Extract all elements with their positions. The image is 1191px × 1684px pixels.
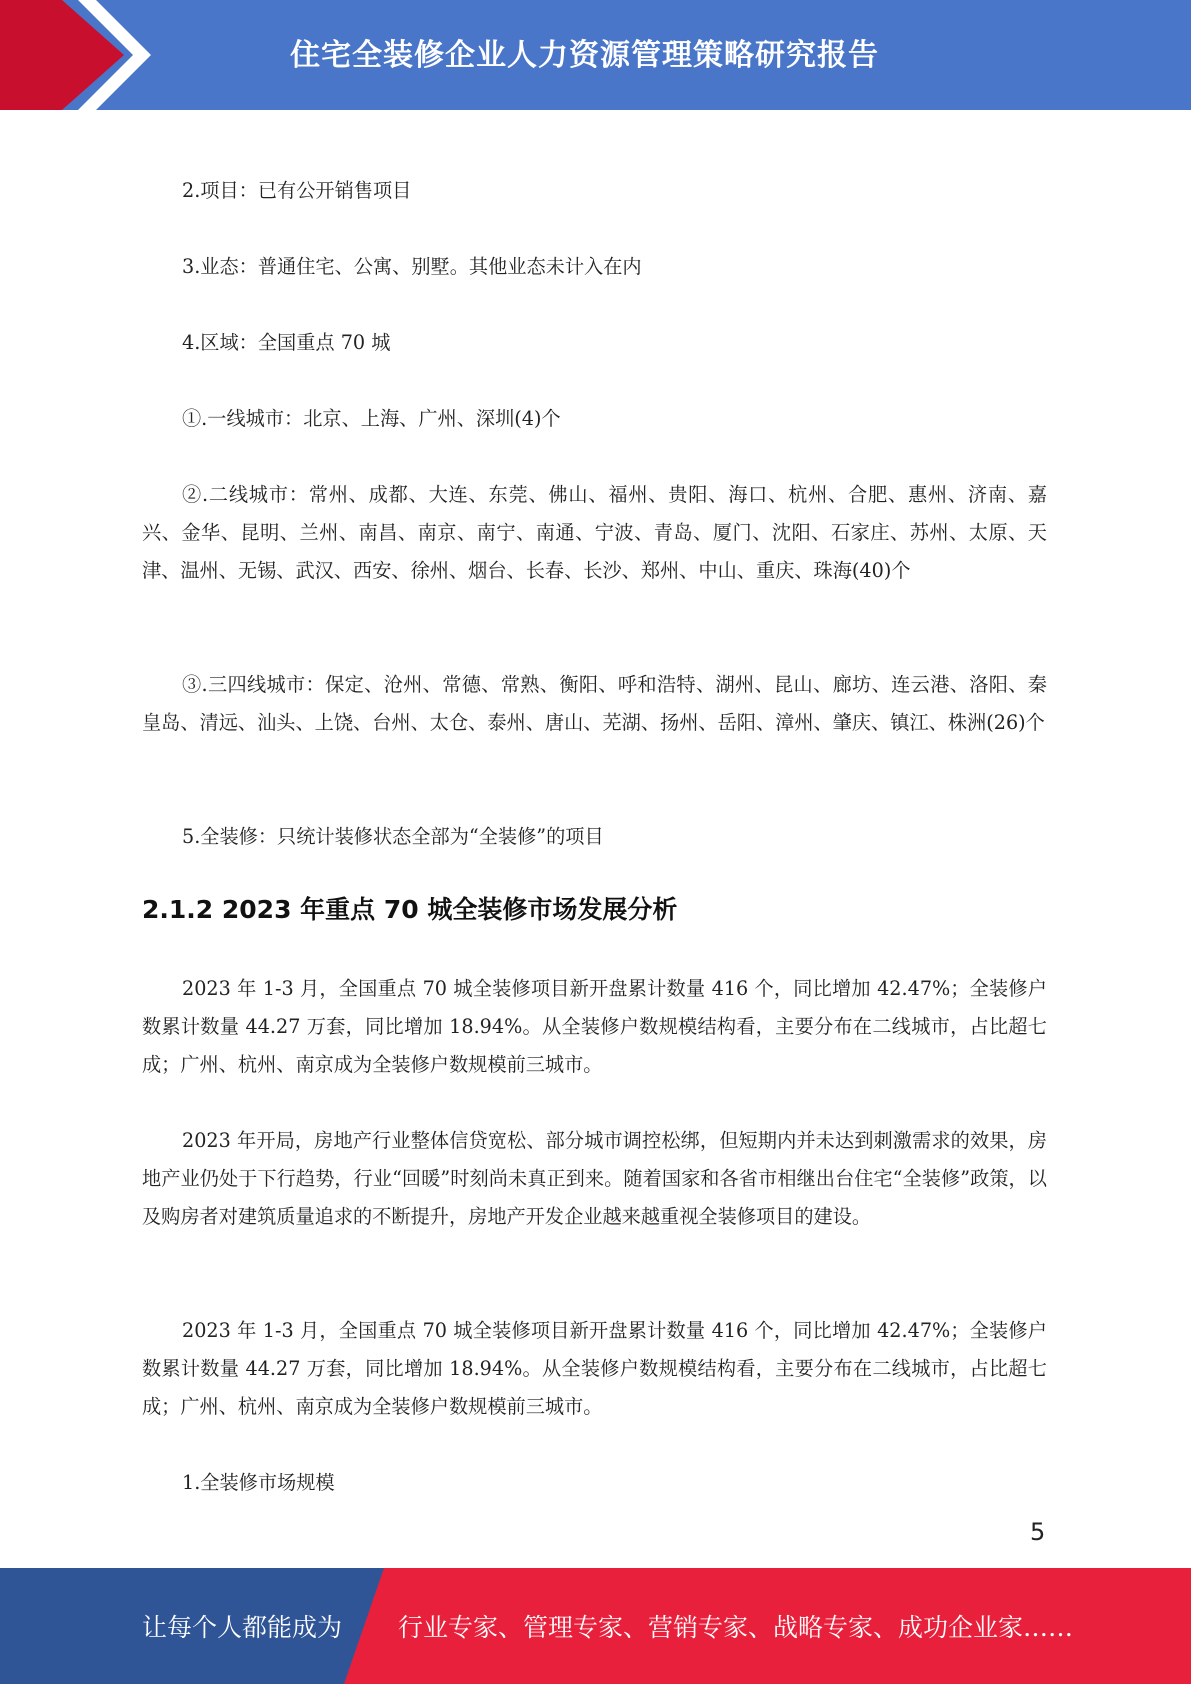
section-heading: 2.1.2 2023 年重点 70 城全装修市场发展分析 [142,895,678,924]
paragraph-analysis-1: 2023 年 1-3 月，全国重点 70 城全装修项目新开盘累计数量 416 个，同比增加 42.47%；全装修户数累计数量 44.27 万套，同比增加 18.94%。从全装修户数规模结构看，主要分布在二线城市，占比超七成；广州、杭州、南京成为全装修户数规模前三城市。 [142,977,1047,1076]
header-arrow-decoration [0,0,200,110]
paragraph-market-scale: 1.全装修市场规模 [182,1471,335,1494]
page-footer [0,1568,1191,1684]
paragraph-project: 2.项目：已有公开销售项目 [182,179,412,202]
footer-slogan-left: 让每个人都能成为 [142,1613,343,1642]
paragraph-region: 4.区域：全国重点 70 城 [182,331,391,354]
paragraph-analysis-2: 2023 年开局，房地产行业整体信贷宽松、部分城市调控松绑，但短期内并未达到刺激需求的效果，房地产业仍处于下行趋势，行业“回暖”时刻尚未真正到来。随着国家和各省市相继出台住宅“全装修”政策，以及购房者对建筑质量追求的不断提升，房地产开发企业越来越重视全装修项目的建设。 [142,1129,1047,1228]
paragraph-full-fit: 5.全装修：只统计装修状态全部为“全装修”的项目 [182,825,604,848]
footer-slogan-right: 行业专家、管理专家、营销专家、战略专家、成功企业家…… [398,1613,1074,1642]
paragraph-tier2-cities: ②.二线城市：常州、成都、大连、东莞、佛山、福州、贵阳、海口、杭州、合肥、惠州、济南、嘉兴、金华、昆明、兰州、南昌、南京、南宁、南通、宁波、青岛、厦门、沈阳、石家庄、苏州、太原、天津、温州、无锡、武汉、西安、徐州、烟台、长春、长沙、郑州、中山、重庆、珠海(40)个 [142,483,1047,582]
paragraph-tier1-cities: ①.一线城市：北京、上海、广州、深圳(4)个 [182,407,561,430]
paragraph-tier34-cities: ③.三四线城市：保定、沧州、常德、常熟、衡阳、呼和浩特、湖州、昆山、廊坊、连云港、洛阳、秦皇岛、清远、汕头、上饶、台州、太仓、泰州、唐山、芜湖、扬州、岳阳、漳州、肇庆、镇江、株洲(26)个 [142,673,1047,734]
document-title: 住宅全装修企业人力资源管理策略研究报告 [290,38,879,73]
paragraph-format: 3.业态：普通住宅、公寓、别墅。其他业态未计入在内 [182,255,642,278]
page-header [0,0,1191,110]
paragraph-analysis-3: 2023 年 1-3 月，全国重点 70 城全装修项目新开盘累计数量 416 个，同比增加 42.47%；全装修户数累计数量 44.27 万套，同比增加 18.94%。从全装修户数规模结构看，主要分布在二线城市，占比超七成；广州、杭州、南京成为全装修户数规模前三城市。 [142,1319,1047,1418]
page-number: 5 [1030,1518,1046,1546]
